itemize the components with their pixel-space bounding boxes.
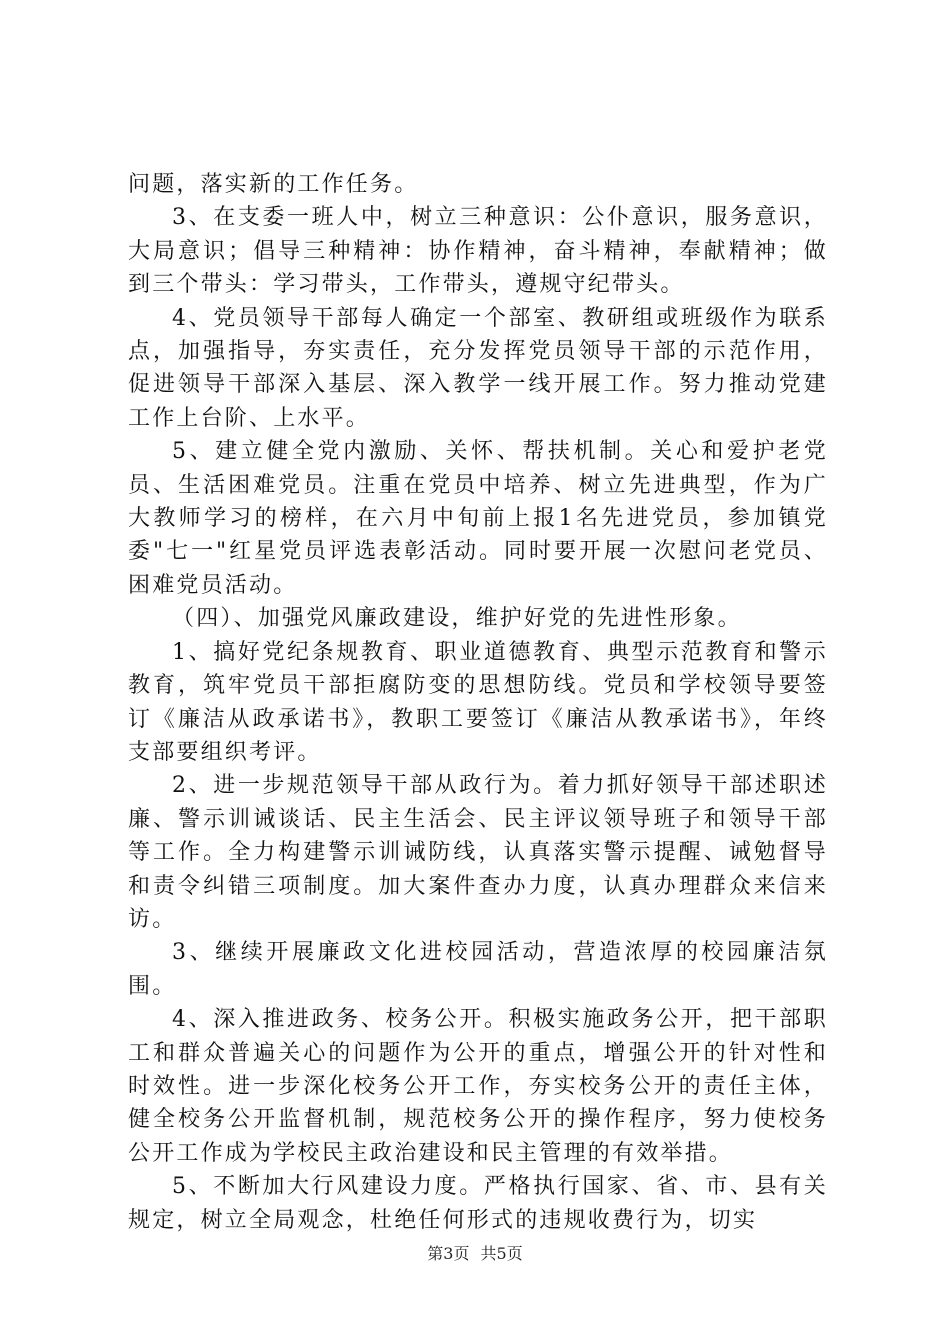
- paragraph-3: 4、党员领导干部每人确定一个部室、教研组或班级作为联系点，加强指导，夯实责任，充分发挥党员领导干部的示范作用，促进领导干部深入基层、深入教学一线开展工作。努力推动党建工作上台阶、上水平。: [128, 305, 828, 431]
- page-total: 共5页: [480, 1244, 523, 1263]
- paragraph-8: 4、深入推进政务、校务公开。积极实施政务公开，把干部职工和群众普遍关心的问题作为公开的重点，增强公开的针对性和时效性。进一步深化校务公开工作，夯实校务公开的责任主体，健全校务公开监督机制，规范校务公开的操作程序，努力使校务公开工作成为学校民主政治建设和民主管理的有效举措。: [128, 1007, 828, 1166]
- document-body: [128, 168, 828, 1237]
- paragraph-9: 5、不断加大行风建设力度。严格执行国家、省、市、县有关规定，树立全局观念，杜绝任何形式的违规收费行为，切实: [128, 1174, 828, 1233]
- paragraph-7: 3、继续开展廉政文化进校园活动，营造浓厚的校园廉洁氛围。: [128, 940, 828, 999]
- paragraph-4: 5、建立健全党内激励、关怀、帮扶机制。关心和爱护老党员、生活困难党员。注重在党员中培养、树立先进典型，作为广大教师学习的榜样，在六月中旬前上报1名先进党员，参加镇党委"七一"红星党员评选表彰活动。同时要开展一次慰问老党员、困难党员活动。: [128, 439, 828, 598]
- paragraph-2: 3、在支委一班人中，树立三种意识：公仆意识，服务意识，大局意识；倡导三种精神：协作精神，奋斗精神，奉献精神；做到三个带头：学习带头，工作带头，遵规守纪带头。: [128, 205, 828, 298]
- page-footer: [0, 1244, 950, 1264]
- page-number: 第3页: [427, 1244, 470, 1263]
- paragraph-6: 2、进一步规范领导干部从政行为。着力抓好领导干部述职述廉、警示训诫谈话、民主生活会、民主评议领导班子和领导干部等工作。全力构建警示训诫防线，认真落实警示提醒、诫勉督导和责令纠错三项制度。加大案件查办力度，认真办理群众来信来访。: [128, 773, 828, 932]
- paragraph-1: 问题，落实新的工作任务。: [128, 172, 419, 197]
- paragraph-5: 1、搞好党纪条规教育、职业道德教育、典型示范教育和警示教育，筑牢党员干部拒腐防变的思想防线。党员和学校领导要签订《廉洁从政承诺书》，教职工要签订《廉洁从教承诺书》，年终支部要组织考评。: [128, 639, 828, 765]
- section-heading: （四）、加强党风廉政建设，维护好党的先进性形象。: [172, 606, 742, 632]
